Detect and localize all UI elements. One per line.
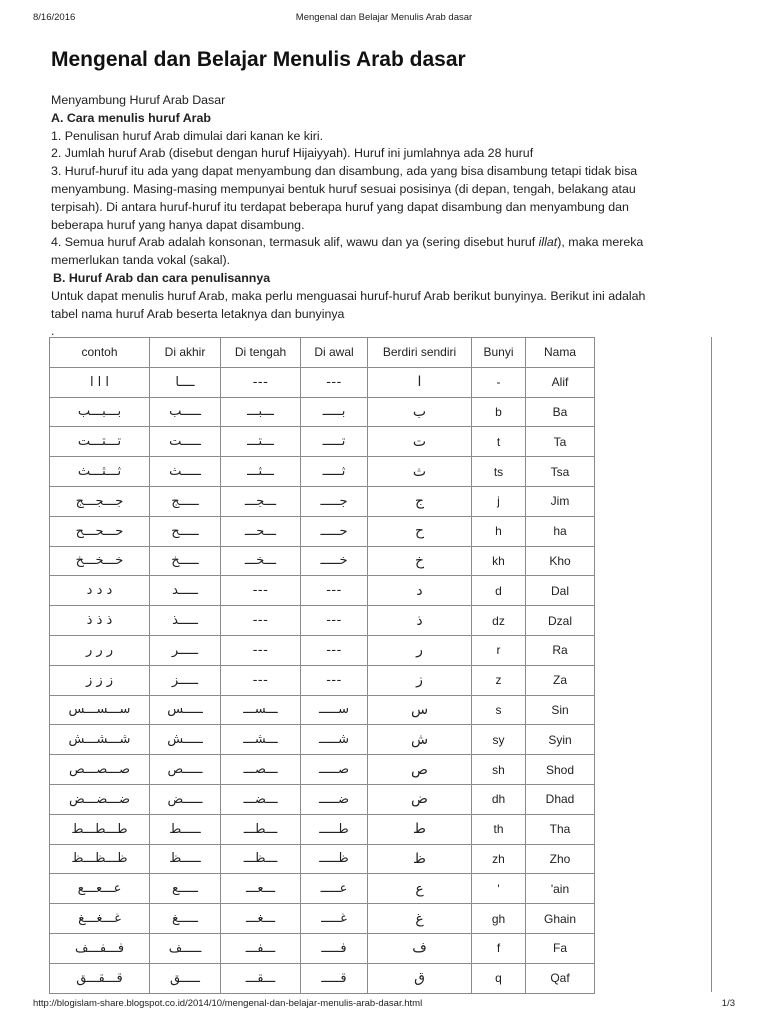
cell-berdiri-sendiri: ح [368,516,472,546]
cell-contoh: ظـــظـــظ [50,844,150,874]
cell-nama: 'ain [526,874,595,904]
cell-berdiri-sendiri: ف [368,933,472,963]
cell-berdiri-sendiri: ث [368,457,472,487]
arabic-letters-table [49,337,595,994]
cell-nama: Ta [526,427,595,457]
cell-di-akhir: ـــــع [150,874,221,904]
letters-table-wrapper [49,337,595,994]
cell-nama: Za [526,665,595,695]
paragraph-3-line-3: terpisah). Di antara huruf-huruf itu terdapat beberapa huruf yang dapat disambung dan menyambung dan [51,199,629,214]
cell-di-tengah: ـــبـــ [221,397,301,427]
cell-berdiri-sendiri: ش [368,725,472,755]
cell-di-akhir: ــــا [150,367,221,397]
col-header-di-akhir: Di akhir [150,338,221,368]
col-header-di-tengah: Di tengah [221,338,301,368]
cell-bunyi: q [472,963,526,993]
cell-bunyi: ts [472,457,526,487]
cell-contoh: ثـــثـــث [50,457,150,487]
table-row [50,486,595,516]
cell-contoh: ز ز ز [50,665,150,695]
cell-di-awal: خـــــ [301,546,368,576]
cell-contoh: ذ ذ ذ [50,606,150,636]
print-footer-url: http://blogislam-share.blogspot.co.id/2014/10/mengenal-dan-belajar-menulis-arab-dasar.html [33,998,423,1009]
paragraph-b-line-2: tabel nama huruf Arab beserta letaknya dan bunyinya [51,306,345,321]
cell-di-awal: شـــــ [301,725,368,755]
cell-berdiri-sendiri: ب [368,397,472,427]
cell-di-akhir: ـــــس [150,695,221,725]
paragraph-b-line-1: Untuk dapat menulis huruf Arab, maka perlu menguasai huruf-huruf Arab berikut bunyinya. Berikut ini adalah [51,288,646,303]
col-header-berdiri-sendiri: Berdiri sendiri [368,338,472,368]
cell-di-akhir: ـــــض [150,784,221,814]
cell-bunyi: dz [472,606,526,636]
cell-berdiri-sendiri: خ [368,546,472,576]
paragraph-2: 2. Jumlah huruf Arab (disebut dengan huruf Hijaiyyah). Huruf ini jumlahnya ada 28 huruf [51,146,534,161]
cell-nama: Dzal [526,606,595,636]
cell-bunyi: sh [472,755,526,785]
cell-nama: Ba [526,397,595,427]
cell-contoh: فـــفـــف [50,933,150,963]
cell-contoh: ر ر ر [50,635,150,665]
cell-di-awal: فـــــ [301,933,368,963]
cell-nama: Tsa [526,457,595,487]
cell-di-tengah: ـــفـــ [221,933,301,963]
cell-nama: Alif [526,367,595,397]
cell-nama: Ra [526,635,595,665]
cell-berdiri-sendiri: ق [368,963,472,993]
right-border-rule [711,337,712,992]
table-row [50,904,595,934]
cell-nama: Jim [526,486,595,516]
table-header-row [50,338,595,368]
table-row [50,546,595,576]
cell-di-akhir: ـــــط [150,814,221,844]
table-header [50,338,595,368]
cell-di-tengah: ـــقـــ [221,963,301,993]
cell-di-akhir: ـــــب [150,397,221,427]
paragraph-1: 1. Penulisan huruf Arab dimulai dari kanan ke kiri. [51,128,324,143]
cell-di-tengah: --- [221,635,301,665]
cell-di-akhir: ـــــغ [150,904,221,934]
cell-di-tengah: ـــشـــ [221,725,301,755]
cell-di-awal: بـــــ [301,397,368,427]
cell-bunyi: ' [472,874,526,904]
cell-bunyi: t [472,427,526,457]
cell-bunyi: d [472,576,526,606]
cell-di-akhir: ـــــق [150,963,221,993]
cell-di-awal: --- [301,665,368,695]
cell-contoh: ســـســـس [50,695,150,725]
cell-bunyi: - [472,367,526,397]
cell-di-akhir: ـــــز [150,665,221,695]
print-header-title: Mengenal dan Belajar Menulis Arab dasar [295,12,473,23]
cell-di-tengah: ـــخـــ [221,546,301,576]
cell-bunyi: b [472,397,526,427]
cell-di-tengah: ـــصـــ [221,755,301,785]
cell-berdiri-sendiri: ا [368,367,472,397]
table-row [50,457,595,487]
paragraph-4-line-1 [51,234,711,252]
cell-di-akhir: ـــــر [150,635,221,665]
cell-di-awal: ثـــــ [301,457,368,487]
cell-contoh: شـــشـــش [50,725,150,755]
table-row [50,427,595,457]
cell-berdiri-sendiri: س [368,695,472,725]
table-row [50,784,595,814]
cell-di-tengah: --- [221,576,301,606]
table-body [50,367,595,993]
article-body [51,92,711,341]
cell-di-awal: ضـــــ [301,784,368,814]
cell-berdiri-sendiri: ض [368,784,472,814]
cell-di-awal: قـــــ [301,963,368,993]
table-row [50,725,595,755]
cell-di-awal: تـــــ [301,427,368,457]
cell-nama: Fa [526,933,595,963]
cell-nama: ha [526,516,595,546]
print-page-number: 1/3 [721,998,735,1009]
table-row [50,606,595,636]
cell-di-akhir: ـــــظ [150,844,221,874]
cell-berdiri-sendiri: ط [368,814,472,844]
table-row [50,516,595,546]
cell-contoh: طـــطـــط [50,814,150,844]
cell-contoh: حـــحـــح [50,516,150,546]
cell-di-awal: ظـــــ [301,844,368,874]
cell-di-tengah: ـــجـــ [221,486,301,516]
paragraph-4-text-b: ), maka mereka [557,235,644,250]
cell-nama: Dal [526,576,595,606]
paragraph-4-text-a: 4. Semua huruf Arab adalah konsonan, termasuk alif, wawu dan ya (sering disebut huruf [51,235,539,250]
cell-nama: Kho [526,546,595,576]
section-b-heading: B. Huruf Arab dan cara penulisannya [53,270,271,285]
col-header-bunyi: Bunyi [472,338,526,368]
table-row [50,576,595,606]
cell-bunyi: f [472,933,526,963]
cell-contoh: جـــجـــج [50,486,150,516]
table-row [50,367,595,397]
cell-di-awal: --- [301,606,368,636]
cell-bunyi: th [472,814,526,844]
cell-di-akhir: ـــــخ [150,546,221,576]
section-a-heading: A. Cara menulis huruf Arab [51,110,211,125]
cell-di-tengah: ـــضـــ [221,784,301,814]
col-header-nama: Nama [526,338,595,368]
cell-bunyi: s [472,695,526,725]
cell-berdiri-sendiri: د [368,576,472,606]
cell-contoh: صـــصـــص [50,755,150,785]
cell-di-tengah: ـــطـــ [221,814,301,844]
cell-nama: Qaf [526,963,595,993]
cell-di-akhir: ـــــص [150,755,221,785]
cell-di-awal: غـــــ [301,904,368,934]
cell-berdiri-sendiri: ع [368,874,472,904]
cell-contoh: خـــخـــخ [50,546,150,576]
cell-berdiri-sendiri: ج [368,486,472,516]
cell-nama: Shod [526,755,595,785]
cell-bunyi: r [472,635,526,665]
table-row [50,635,595,665]
cell-di-tengah: ـــثـــ [221,457,301,487]
cell-di-tengah: ـــســـ [221,695,301,725]
col-header-contoh: contoh [50,338,150,368]
cell-contoh: بـــبـــب [50,397,150,427]
table-row [50,844,595,874]
cell-di-akhir: ـــــج [150,486,221,516]
cell-di-awal: جـــــ [301,486,368,516]
cell-contoh: عـــعـــع [50,874,150,904]
cell-di-tengah: --- [221,606,301,636]
cell-nama: Zho [526,844,595,874]
cell-nama: Tha [526,814,595,844]
cell-bunyi: h [472,516,526,546]
cell-di-tengah: ـــغـــ [221,904,301,934]
cell-di-akhir: ـــــذ [150,606,221,636]
cell-di-tengah: --- [221,367,301,397]
cell-bunyi: z [472,665,526,695]
stray-dot: . [51,324,55,339]
cell-di-akhir: ـــــح [150,516,221,546]
print-date: 8/16/2016 [33,12,76,23]
cell-di-akhir: ـــــف [150,933,221,963]
cell-di-awal: --- [301,367,368,397]
cell-bunyi: sy [472,725,526,755]
col-header-di-awal: Di awal [301,338,368,368]
paragraph-4-italic-term: illat [538,235,558,250]
cell-nama: Dhad [526,784,595,814]
cell-berdiri-sendiri: ت [368,427,472,457]
cell-bunyi: dh [472,784,526,814]
cell-di-tengah: --- [221,665,301,695]
cell-contoh: غـــغـــغ [50,904,150,934]
cell-di-awal: طـــــ [301,814,368,844]
table-row [50,933,595,963]
cell-di-akhir: ـــــش [150,725,221,755]
cell-berdiri-sendiri: غ [368,904,472,934]
cell-berdiri-sendiri: ز [368,665,472,695]
table-row [50,963,595,993]
cell-bunyi: kh [472,546,526,576]
cell-di-awal: عـــــ [301,874,368,904]
paragraph-3-line-2: menyambung. Masing-masing mempunyai bentuk huruf sesuai posisinya (di depan, tengah, belakang atau [51,181,636,196]
article-subtitle: Menyambung Huruf Arab Dasar [51,93,226,107]
cell-contoh: ضـــضـــض [50,784,150,814]
cell-di-tengah: ـــظـــ [221,844,301,874]
cell-berdiri-sendiri: ر [368,635,472,665]
cell-contoh: قـــقـــق [50,963,150,993]
cell-berdiri-sendiri: ظ [368,844,472,874]
cell-di-akhir: ـــــث [150,457,221,487]
cell-nama: Ghain [526,904,595,934]
paragraph-4-line-2: memerlukan tanda vokal (sakal). [51,253,231,268]
table-row [50,665,595,695]
cell-bunyi: j [472,486,526,516]
cell-di-awal: ســـــ [301,695,368,725]
table-row [50,755,595,785]
cell-di-awal: --- [301,576,368,606]
cell-contoh: تـــتـــت [50,427,150,457]
cell-bunyi: gh [472,904,526,934]
cell-contoh: د د د [50,576,150,606]
cell-nama: Sin [526,695,595,725]
table-row [50,814,595,844]
cell-di-awal: حـــــ [301,516,368,546]
cell-di-tengah: ـــتـــ [221,427,301,457]
cell-contoh: ا ا ا [50,367,150,397]
cell-berdiri-sendiri: ص [368,755,472,785]
table-row [50,874,595,904]
cell-di-tengah: ـــعـــ [221,874,301,904]
cell-bunyi: zh [472,844,526,874]
cell-di-awal: --- [301,635,368,665]
cell-berdiri-sendiri: ذ [368,606,472,636]
paragraph-3-line-1: 3. Huruf-huruf itu ada yang dapat menyambung dan disambung, ada yang bisa disambung tetapi tidak bisa [51,164,638,179]
cell-di-awal: صـــــ [301,755,368,785]
cell-di-akhir: ـــــت [150,427,221,457]
table-row [50,397,595,427]
paragraph-3-line-4: beberapa huruf yang hanya dapat disambung. [51,217,305,232]
cell-di-tengah: ـــحـــ [221,516,301,546]
cell-di-akhir: ـــــد [150,576,221,606]
cell-nama: Syin [526,725,595,755]
table-row [50,695,595,725]
page-title: Mengenal dan Belajar Menulis Arab dasar [51,48,466,71]
